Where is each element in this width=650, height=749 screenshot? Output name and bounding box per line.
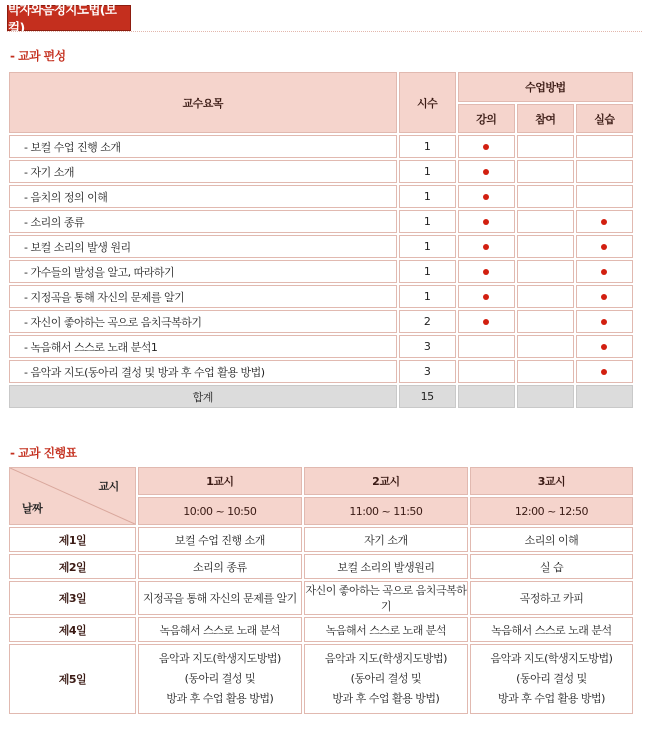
schedule-p3-cell: 실 습 bbox=[470, 554, 633, 579]
method-mark-icon bbox=[601, 269, 607, 275]
schedule-p2-cell: 자신이 좋아하는 곡으로 음치극복하기 bbox=[304, 581, 468, 615]
curriculum-hours: 1 bbox=[399, 185, 456, 208]
schedule-day: 제4일 bbox=[9, 617, 136, 642]
method-mark-icon bbox=[601, 319, 607, 325]
method-participation-cell bbox=[517, 135, 574, 158]
method-mark-icon bbox=[601, 369, 607, 375]
page-title: 박자와음정지도법(보컬) bbox=[7, 5, 131, 31]
method-participation-cell bbox=[517, 235, 574, 258]
schedule-table bbox=[7, 465, 635, 716]
curriculum-hours: 1 bbox=[399, 135, 456, 158]
method-participation-cell bbox=[517, 360, 574, 383]
schedule-day: 제1일 bbox=[9, 527, 136, 552]
curriculum-row bbox=[9, 260, 633, 283]
schedule-day: 제5일 bbox=[9, 644, 136, 714]
corner-date-label: 날짜 bbox=[22, 502, 43, 515]
section-title-curriculum: - 교과 편성 bbox=[10, 49, 66, 63]
schedule-p2-cell bbox=[304, 644, 468, 714]
method-participation-cell bbox=[517, 185, 574, 208]
method-practice-cell bbox=[576, 260, 633, 283]
schedule-p2-cell: 녹음해서 스스로 노래 분석 bbox=[304, 617, 468, 642]
curriculum-hours: 1 bbox=[399, 235, 456, 258]
curriculum-table bbox=[7, 70, 635, 410]
method-lecture-cell bbox=[458, 260, 515, 283]
header-lecture: 강의 bbox=[458, 104, 515, 133]
method-participation-cell bbox=[517, 260, 574, 283]
schedule-p3-cell: 소리의 이해 bbox=[470, 527, 633, 552]
schedule-cell-line: (동아리 결성 및 bbox=[516, 672, 587, 685]
period-3-name: 3교시 bbox=[470, 467, 633, 495]
curriculum-row bbox=[9, 160, 633, 183]
schedule-cell-line: 음악과 지도(학생지도방법) bbox=[490, 652, 613, 665]
curriculum-row bbox=[9, 310, 633, 333]
corner-header bbox=[9, 467, 136, 525]
total-hours: 15 bbox=[399, 385, 456, 408]
curriculum-subject: - 녹음해서 스스로 노래 분석1 bbox=[9, 335, 397, 358]
method-practice-cell bbox=[576, 235, 633, 258]
method-mark-icon bbox=[601, 344, 607, 350]
curriculum-row bbox=[9, 360, 633, 383]
period-2-name: 2교시 bbox=[304, 467, 468, 495]
method-lecture-cell bbox=[458, 135, 515, 158]
schedule-p2-cell: 자기 소개 bbox=[304, 527, 468, 552]
schedule-cell-line: 음악과 지도(학생지도방법) bbox=[158, 652, 281, 665]
method-lecture-cell bbox=[458, 210, 515, 233]
curriculum-row bbox=[9, 210, 633, 233]
curriculum-subject: - 음치의 정의 이해 bbox=[9, 185, 397, 208]
total-empty bbox=[576, 385, 633, 408]
method-participation-cell bbox=[517, 160, 574, 183]
curriculum-row bbox=[9, 235, 633, 258]
method-practice-cell bbox=[576, 135, 633, 158]
curriculum-hours: 1 bbox=[399, 285, 456, 308]
total-empty bbox=[458, 385, 515, 408]
curriculum-subject: - 보컬 수업 진행 소개 bbox=[9, 135, 397, 158]
method-lecture-cell bbox=[458, 185, 515, 208]
method-mark-icon bbox=[601, 219, 607, 225]
curriculum-row bbox=[9, 185, 633, 208]
curriculum-subject: - 지정곡을 통해 자신의 문제를 알기 bbox=[9, 285, 397, 308]
method-lecture-cell bbox=[458, 335, 515, 358]
method-mark-icon bbox=[601, 244, 607, 250]
schedule-cell-line: 방과 후 수업 활용 방법) bbox=[497, 692, 605, 705]
curriculum-subject: - 자신이 좋아하는 곡으로 음치극복하기 bbox=[9, 310, 397, 333]
method-lecture-cell bbox=[458, 235, 515, 258]
method-mark-icon bbox=[483, 219, 489, 225]
section-title-schedule: - 교과 진행표 bbox=[10, 446, 77, 460]
curriculum-subject: - 음악과 지도(동아리 결성 및 방과 후 수업 활용 방법) bbox=[9, 360, 397, 383]
method-participation-cell bbox=[517, 310, 574, 333]
header-participation: 참여 bbox=[517, 104, 574, 133]
schedule-p2-cell: 보컬 소리의 발생원리 bbox=[304, 554, 468, 579]
schedule-p3-cell bbox=[470, 644, 633, 714]
method-lecture-cell bbox=[458, 360, 515, 383]
schedule-p1-cell: 보컬 수업 진행 소개 bbox=[138, 527, 302, 552]
curriculum-subject: - 가수들의 발성을 알고, 따라하기 bbox=[9, 260, 397, 283]
curriculum-hours: 1 bbox=[399, 210, 456, 233]
total-empty bbox=[517, 385, 574, 408]
method-mark-icon bbox=[483, 244, 489, 250]
header-hours: 시수 bbox=[399, 72, 456, 133]
method-mark-icon bbox=[483, 169, 489, 175]
schedule-cell-line: (동아리 결성 및 bbox=[184, 672, 256, 685]
schedule-cell-line: 방과 후 수업 활용 방법) bbox=[332, 692, 440, 705]
method-lecture-cell bbox=[458, 160, 515, 183]
method-lecture-cell bbox=[458, 285, 515, 308]
schedule-p1-cell bbox=[138, 644, 302, 714]
period-3-time: 12:00 ~ 12:50 bbox=[470, 497, 633, 525]
method-mark-icon bbox=[483, 194, 489, 200]
schedule-row bbox=[9, 527, 633, 552]
curriculum-hours: 2 bbox=[399, 310, 456, 333]
period-1-name: 1교시 bbox=[138, 467, 302, 495]
method-participation-cell bbox=[517, 285, 574, 308]
schedule-day: 제2일 bbox=[9, 554, 136, 579]
method-mark-icon bbox=[601, 294, 607, 300]
period-1-time: 10:00 ~ 10:50 bbox=[138, 497, 302, 525]
curriculum-row bbox=[9, 135, 633, 158]
schedule-p1-cell: 녹음해서 스스로 노래 분석 bbox=[138, 617, 302, 642]
period-2-time: 11:00 ~ 11:50 bbox=[304, 497, 468, 525]
header-subject: 교수요목 bbox=[9, 72, 397, 133]
header-method: 수업방법 bbox=[458, 72, 633, 102]
schedule-cell-line: 방과 후 수업 활용 방법) bbox=[166, 692, 274, 705]
header-practice: 실습 bbox=[576, 104, 633, 133]
schedule-row bbox=[9, 581, 633, 615]
schedule-day: 제3일 bbox=[9, 581, 136, 615]
schedule-cell-line: 음악과 지도(학생지도방법) bbox=[324, 652, 447, 665]
method-participation-cell bbox=[517, 210, 574, 233]
method-practice-cell bbox=[576, 335, 633, 358]
curriculum-hours: 1 bbox=[399, 160, 456, 183]
curriculum-subject: - 자기 소개 bbox=[9, 160, 397, 183]
schedule-row bbox=[9, 554, 633, 579]
method-mark-icon bbox=[483, 319, 489, 325]
method-practice-cell bbox=[576, 285, 633, 308]
corner-period-label: 교시 bbox=[98, 480, 119, 493]
curriculum-subject: - 보컬 소리의 발생 원리 bbox=[9, 235, 397, 258]
method-mark-icon bbox=[483, 269, 489, 275]
schedule-p3-cell: 녹음해서 스스로 노래 분석 bbox=[470, 617, 633, 642]
method-participation-cell bbox=[517, 335, 574, 358]
curriculum-row bbox=[9, 335, 633, 358]
schedule-p1-cell: 지정곡을 통해 자신의 문제를 알기 bbox=[138, 581, 302, 615]
method-mark-icon bbox=[483, 294, 489, 300]
schedule-p1-cell: 소리의 종류 bbox=[138, 554, 302, 579]
total-label: 합계 bbox=[9, 385, 397, 408]
method-lecture-cell bbox=[458, 310, 515, 333]
schedule-row bbox=[9, 644, 633, 714]
method-practice-cell bbox=[576, 210, 633, 233]
schedule-row bbox=[9, 617, 633, 642]
method-practice-cell bbox=[576, 360, 633, 383]
title-divider bbox=[7, 31, 642, 32]
method-practice-cell bbox=[576, 185, 633, 208]
schedule-cell-line: (동아리 결성 및 bbox=[350, 672, 422, 685]
curriculum-row bbox=[9, 285, 633, 308]
method-practice-cell bbox=[576, 310, 633, 333]
schedule-p3-cell: 곡정하고 카피 bbox=[470, 581, 633, 615]
curriculum-subject: - 소리의 종류 bbox=[9, 210, 397, 233]
curriculum-hours: 3 bbox=[399, 335, 456, 358]
curriculum-hours: 3 bbox=[399, 360, 456, 383]
curriculum-hours: 1 bbox=[399, 260, 456, 283]
method-practice-cell bbox=[576, 160, 633, 183]
method-mark-icon bbox=[483, 144, 489, 150]
